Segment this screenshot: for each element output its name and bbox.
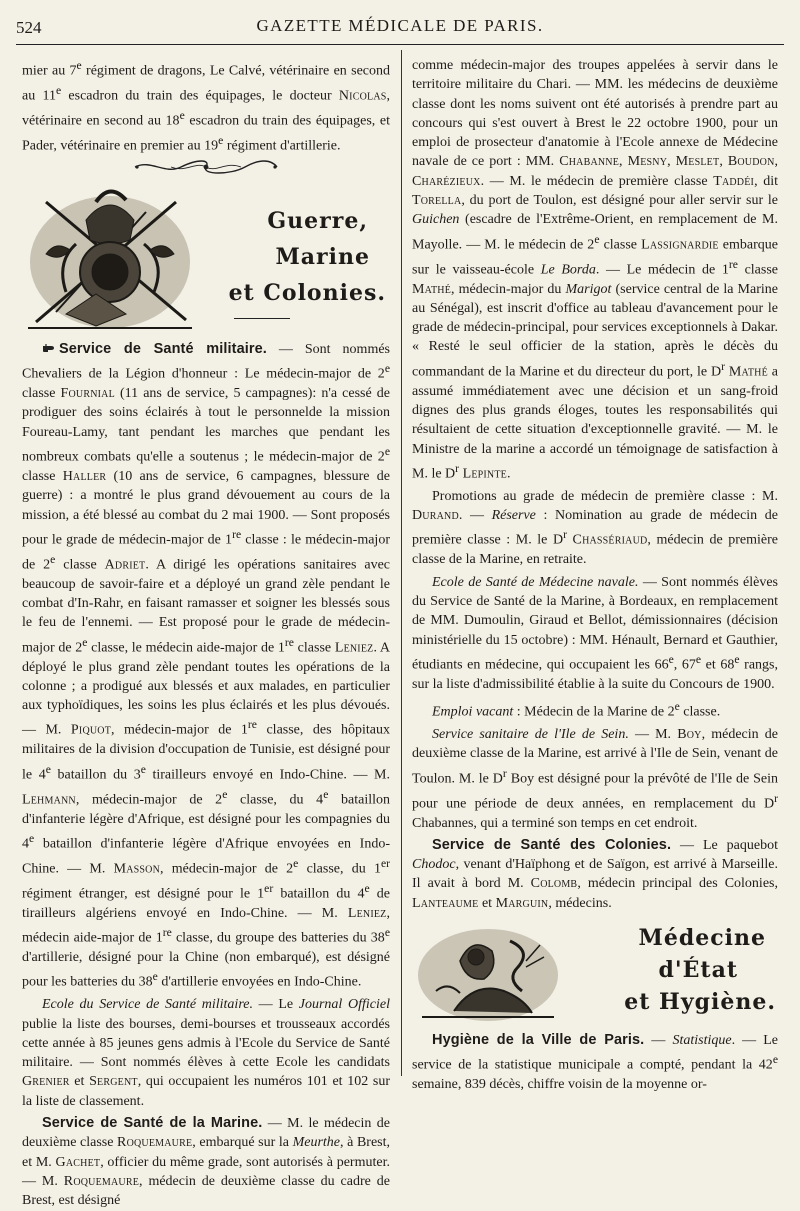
running-header (16, 14, 784, 45)
paragraph-ecole-medecine-navale: Ecole de Santé de Médecine navale. — Sont nommés élèves du Service de Santé de la Marine, à Bordeaux, en remplacement de MM. Dumoulin, Giraud et Bellot, démissionnaires (décision ministérielle du 15 octobre) : MM. Hénault, Bernard et Gauthier, étudiants en médecine, qui occupaient les 66e, 67e et 68e rangs, sur la liste d'admissibilité établie à la suite du Concours de 1900. (412, 574, 779, 692)
paragraph-continuation: mier au 7e régiment de dragons, Le Calvé, vétérinaire en second au 11e escadron du train des équipages, le docteur Nicolas, vétérinaire en second au 18e escadron du train des équipages, et Pader, vétérinaire en premier au 19e régiment d'artillerie. (22, 59, 391, 154)
paragraph-hygiene-paris: Hygiène de la Ville de Paris. — Statistique. — Le service de la statistique municipale a compté, pendant la 42e semaine, 839 décès, chiffre voisin de la moyenne or- (412, 1032, 779, 1093)
banner-title-line-1: Guerre, (267, 207, 368, 234)
page-number: 524 (16, 18, 42, 37)
column-divider (401, 50, 402, 1076)
banner-underline (234, 318, 290, 319)
section-banner-guerre (22, 182, 390, 334)
left-column (22, 56, 391, 1209)
banner-title-line-3: et Colonies. (228, 279, 386, 306)
paragraph-service-sante-militaire: Service de Santé militaire. — Sont nommés Chevaliers de la Légion d'honneur : Le médecin-major de 2e classe Fournial (11 ans de service, 5 campagnes): n'a cessé de prodiguer des soins éclairés à tout le personnelde la mission Foureau-Lamy, tant pendant les marches que pendant les nombreux combats qu'elle a soutenus ; le médecin-major de 2e classe Haller (10 ans de service, 6 campagnes, blessure de guerre) : a montré le plus grand dévouement au cours de la mission, a été blessé au combat du 2 mai 1900. — Sont proposés pour le grade de médecin-major de 1re classe : le médecin-major de 2e classe Adriet. A dirigé les opérations sanitaires avec beaucoup de savoir-faire et a déployé un grand zèle pendant le combat d'In-Rahr, en faisant ramasser et soigner les blessés sous le feu de l'ennemi. — Est proposé pour le grade de médecin-major de 2e classe, le médecin aide-major de 1re classe Leniez. A déployé le plus grand zèle pendant toutes les opérations de la colonne ; a prodigué aux blessés et aux malades, en particulier aux typhoïdiques, les soins les plus éclairés et les plus dévoués. — M. Piquot, médecin-major de 1re classe, des hôpitaux militaires de la division d'occupation de Tunisie, est désigné pour le 4e bataillon du 3e tirailleurs envoyé en Indo-Chine. — M. Lehmann, médecin-major de 2e classe, du 4e bataillon d'infanterie légère d'Afrique, est désigné pour les compagnies du 4e bataillon d'infanterie légère d'Afrique envoyées en Indo-Chine. — M. Masson, médecin-major de 2e classe, du 1er régiment étranger, est désigné pour le 1er bataillon du 4e de tirailleurs algériens envoyé en Indo-Chine. — M. Leniez, médecin aide-major de 1re classe, du groupe des batteries du 38e d'artillerie, désigné pour la Chine (non embarqué), est désigné pour les batteries du 38e d'artillerie envoyées en Indo-Chine. (22, 340, 391, 990)
hygieia-engraving (414, 921, 562, 1023)
journal-title: GAZETTE MÉDICALE DE PARIS. (256, 16, 544, 35)
banner-title-line-2: d'État (658, 957, 738, 984)
section-banner-medecine-etat (412, 921, 778, 1025)
paragraph-ecole-service-sante: Ecole du Service de Santé militaire. — Le Journal Officiel publie la liste des bourses, demi-bourses et trousseaux accordés cette année à 85 jeunes gens admis à l'Ecole du Service de Santé militaire. — Sont nommés élèves à cette Ecole les candidats Grenier et Sergent, qui occupaient les numéros 101 et 102 sur la liste de classement. (22, 997, 390, 1109)
paragraph-service-sante-marine: Service de Santé de la Marine. — M. le médecin de deuxième classe Roquemaure, embarqué sur la Meurthe, à Brest, et M. Gachet, officier du même grade, sont autorisés à permuter. — M. Roquemaure, médecin de deuxième classe du cadre de Brest, est désigné (22, 1115, 390, 1209)
paragraph-emploi-vacant: Emploi vacant : Médecin de la Marine de 2e classe. (432, 700, 721, 720)
banner-title-line-2: Marine (275, 243, 370, 270)
banner-title-line-1: Médecine (638, 925, 766, 952)
military-trophy-engraving (26, 182, 194, 332)
paragraph-service-sante-colonies: Service de Santé des Colonies. — Le paquebot Chodoc, venant d'Haïphong et de Saïgon, est arrivé à Marseille. Il avait à bord M. Colomb, médecin principal des Colonies, Lanteaume et Marguin, médecins. (412, 836, 778, 911)
paragraph-ile-de-sein: Service sanitaire de l'Ile de Sein. — M. Boy, médecin de deuxième classe de la Marine, est arrivé à l'Ile de Sein, venant de Toulon. M. le $D^r$ Boy est désigné pour la prévôté de l'Ile de Sein pour une période de deux années, en remplacement du $D^r$ Chabannes, qui a terminé son temps en cet endroit. (412, 727, 779, 831)
right-column (412, 56, 779, 1093)
paragraph-promotions: Promotions au grade de médecin de première classe : M. Durand. — Réserve : Nomination au grade de médecin de première classe : M. le $D^r$ Chassériaud, médecin de première classe de la Marine, en retraite. (412, 488, 778, 568)
banner-title-line-3: et Hygiène. (624, 989, 776, 1016)
paragraph-marine-continued: comme médecin-major des troupes appelées à servir dans le territoire militaire du Chari. — MM. les médecins de deuxième classe dont les noms suivent ont été autorisés à prendre part au concours qui s'est ouvert à Brest le 22 octobre 1900, pour un emploi de prosecteur d'anatomie à l'Ecole annexe de Médecine navale de ce port : MM. Chabanne, Mesny, Meslet, Boudon, Charézieux. — M. le médecin de première classe Taddéi, dit Torella, du port de Toulon, est désigné pour aller servir sur le Guichen (escadre de l'Extrême-Orient, en remplacement de M. Mayolle. — M. le médecin de 2e classe Lassignardie embarque sur le vaisseau-école Le Borda. — Le médecin de 1re classe Mathé, médecin-major du Marigot (service central de la Marine au Sénégal), est inscrit d'office au tableau d'avancement pour le grade de médecin-principal, pour services exceptionnels à Dakar. « Resté le seul officier de la station, après le décès du commandant de la Marine et du directeur du port, le $D^r$ Mathé a assumé immédiatement avec une décision et un sang-froid dignes des plus grands éloges, toutes les responsabilités qui résultaient de cette situation d'exceptionnelle gravité. — M. le Ministre de la marine a accordé un témoignage de satisfaction à M. le $D^r$ Lepinte. (412, 58, 779, 482)
ornamental-flourish (22, 158, 390, 178)
pointing-hand-icon (42, 343, 56, 353)
